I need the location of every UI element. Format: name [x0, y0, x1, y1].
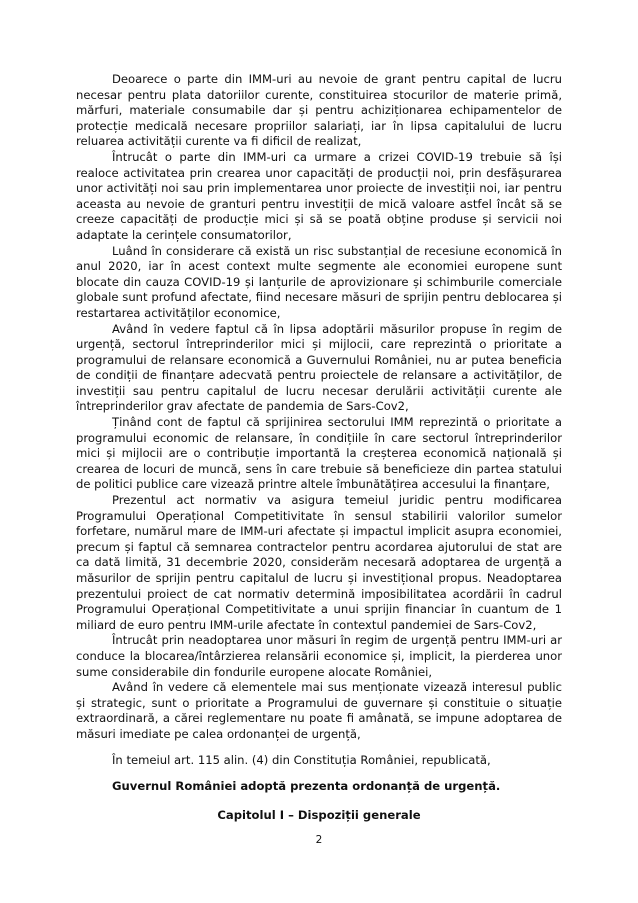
chapter-title: Capitolul I – Dispoziții generale — [217, 807, 421, 822]
paragraph: Deoarece o parte din IMM-uri au nevoie de grant pentru capital de lucru necesar pentru plata datoriilor curente, constituirea stocurilor de materie primă, mărfuri, materiale consumabile dar și pentru achiziționarea echipamentelor de protecție medicală necesare propriilor salariați, iar în lipsa capitalului de lucru reluarea activității curente va fi dificil de realizat, — [76, 72, 562, 149]
paragraph: Întrucât prin neadoptarea unor măsuri în regim de urgență pentru IMM-uri ar conduce la blocarea/întârzierea relansării economice și, implicit, la pierderea unor sume considerabile din fondurile europene alocate României, — [76, 633, 562, 679]
paragraph: Prezentul act normativ va asigura temeiul juridic pentru modificarea Programului Operațional Competitivitate în sensul stabilirii valorilor sumelor forfetare, numărul mare de IMM-uri afectate și impactul implicit asupra economiei, precum și faptul că semnarea contractelor pentru acordarea ajutorului de stat are ca dată limită, 31 decembrie 2020, considerăm necesară adoptarea de urgență a măsurilor de sprijin pentru capitalul de lucru și investițional propus. Neadoptarea prezentului proiect de cat normativ determină imposibilitatea acordării în cadrul Programului Operațional Competitivitate a unui sprijin financiar în cuantum de 1 miliard de euro pentru IMM-urile afectate în contextul pandemiei de Sars-Cov2, — [76, 493, 562, 632]
page-number: 2 — [315, 834, 323, 846]
paragraph: Având în vedere faptul că în lipsa adoptării măsurilor propuse în regim de urgență, sectorul întreprinderilor mici și mijlocii, care reprezintă o prioritate a programului de relansare economică a Guvernului României, nu ar putea beneficia de condiții de finanțare adecvată pentru proiectele de relansare a activităților, de investiții sau pentru capitalul de lucru necesar derulării activității curente ale întreprinderilor grav afectate de pandemia de Sars-Cov2, — [76, 321, 562, 414]
paragraph: Întrucât o parte din IMM-uri ca urmare a crizei COVID-19 trebuie să își realoce activitatea prin crearea unor capacități de producții noi, prin desfășurarea unor activități noi sau prin implementarea unor proiecte de investiții noi, iar pentru aceasta au nevoie de granturi pentru investiții de mică valoare astfel încât să se creeze capacități de producție mici și să se poată obține produse și servicii noi adaptate la cerințele consumatorilor, — [76, 149, 562, 242]
legal-basis-line: În temeiul art. 115 alin. (4) din Constituția României, republicată, — [112, 752, 491, 767]
document-body — [76, 72, 562, 823]
paragraph: Ținând cont de faptul că sprijinirea sectorului IMM reprezintă o prioritate a programului economic de relansare, în condițiile în care sectorul întreprinderilor mici și mijlocii are o contribuție importantă la creșterea economică națională și crearea de locuri de muncă, sens în care trebuie să beneficieze din partea statului de politici publice care vizează printre altele îmbunătățirea accesului la finanțare, — [76, 415, 562, 492]
decree-statement: Guvernul României adoptă prezenta ordonanță de urgență. — [112, 779, 501, 794]
paragraph: Luând în considerare că există un risc substanțial de recesiune economică în anul 2020, iar în acest context multe segmente ale economiei europene sunt blocate din cauza COVID-19 și lanțurile de aprovizionare și schimburile comerciale globale sunt profund afectate, fiind necesare măsuri de sprijin pentru deblocarea și restartarea activităților economice, — [76, 243, 562, 320]
paragraph: Având în vedere că elementele mai sus menționate vizează interesul public și strategic, sunt o prioritate a Programului de guvernare și constituie o situație extraordinară, a cărei reglementare nu poate fi amânată, se impune adoptarea de măsuri imediate pe calea ordonanței de urgență, — [76, 680, 562, 741]
